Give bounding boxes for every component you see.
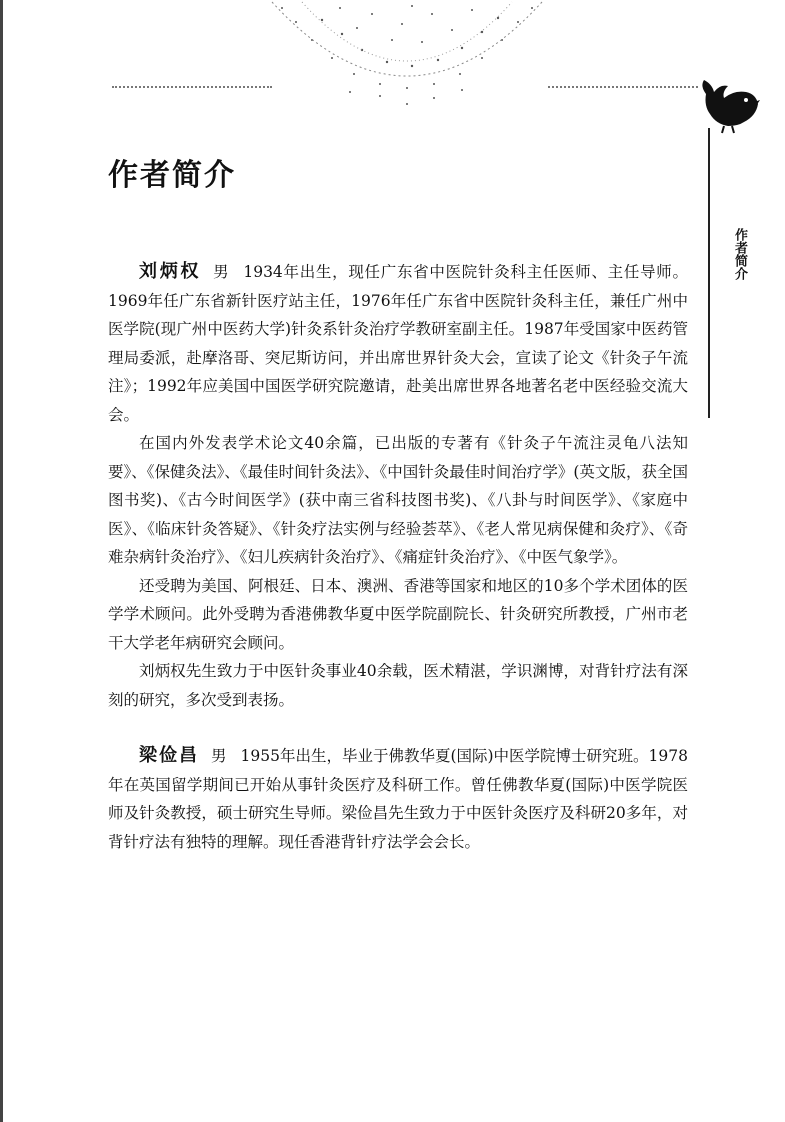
bio-text: 1934年出生，现任广东省中医院针灸科主任医师、主任导师。1969年任广东省新针医疗站主任，1976年任广东省中医院针灸科主任，兼任广州中医学院(现广州中医药大学)针灸系针灸治疗学教研室副主任。1987年受国家中医药管理局委派，赴摩洛哥、突尼斯访问，并出席世界针灸大会，宣读了论文《针灸子午流注》；1992年应美国中国医学研究院邀请，赴美出席世界各地著名老中医经验交流大会。 xyxy=(108,263,688,424)
bio-paragraph: 还受聘为美国、阿根廷、日本、澳洲、香港等国家和地区的10多个学术团体的医学学术顾问。此外受聘为香港佛教华夏中医学院副院长、针灸研究所教授，广州市老干大学老年病研究会顾问。 xyxy=(108,576,688,652)
author-name: 梁俭昌 xyxy=(139,745,199,766)
rooster-logo-icon xyxy=(698,76,760,134)
page-title: 作者简介 xyxy=(108,158,236,193)
bio-paragraph: 刘炳权先生致力于中医针灸事业40余载，医术精湛，学识渊博，对背针疗法有深刻的研究，多次受到表扬。 xyxy=(108,662,688,709)
bio-paragraph xyxy=(108,258,688,429)
author-bio-1 xyxy=(108,258,688,714)
bio-paragraph xyxy=(108,742,688,856)
header-dotted-rule-left xyxy=(112,86,272,88)
page-left-border xyxy=(0,0,3,1122)
side-section-tab: 作者简介 xyxy=(732,228,747,280)
seal-ornament-icon xyxy=(262,0,552,112)
bio-content xyxy=(108,258,688,856)
author-gender: 男 xyxy=(211,747,227,765)
header-dotted-rule-right xyxy=(548,86,698,88)
side-vertical-rule xyxy=(708,128,710,418)
bio-text: 1955年出生，毕业于佛教华夏(国际)中医学院博士研究班。1978年在英国留学期间已开始从事针灸医疗及科研工作。曾任佛教华夏(国际)中医学院医师及针灸教授，硕士研究生导师。梁俭昌先生致力于中医针灸医疗及科研20多年，对背针疗法有独特的理解。现任香港背针疗法学会会长。 xyxy=(108,747,689,851)
author-gender: 男 xyxy=(213,263,230,281)
author-name: 刘炳权 xyxy=(139,261,202,282)
section-gap xyxy=(108,714,688,742)
author-bio-2 xyxy=(108,742,688,856)
bio-paragraph: 在国内外发表学术论文40余篇，已出版的专著有《针灸子午流注灵龟八法知要》、《保健灸法》、《最佳时间针灸法》、《中国针灸最佳时间治疗学》(英文版，获全国图书奖)、《古今时间医学》(获中南三省科技图书奖)、《八卦与时间医学》、《家庭中医》、《临床针灸答疑》、《针灸疗法实例与经验荟萃》、《老人常见病保健和灸疗》、《奇难杂病针灸治疗》、《妇儿疾病针灸治疗》、《痛症针灸治疗》、《中医气象学》。 xyxy=(108,434,688,566)
